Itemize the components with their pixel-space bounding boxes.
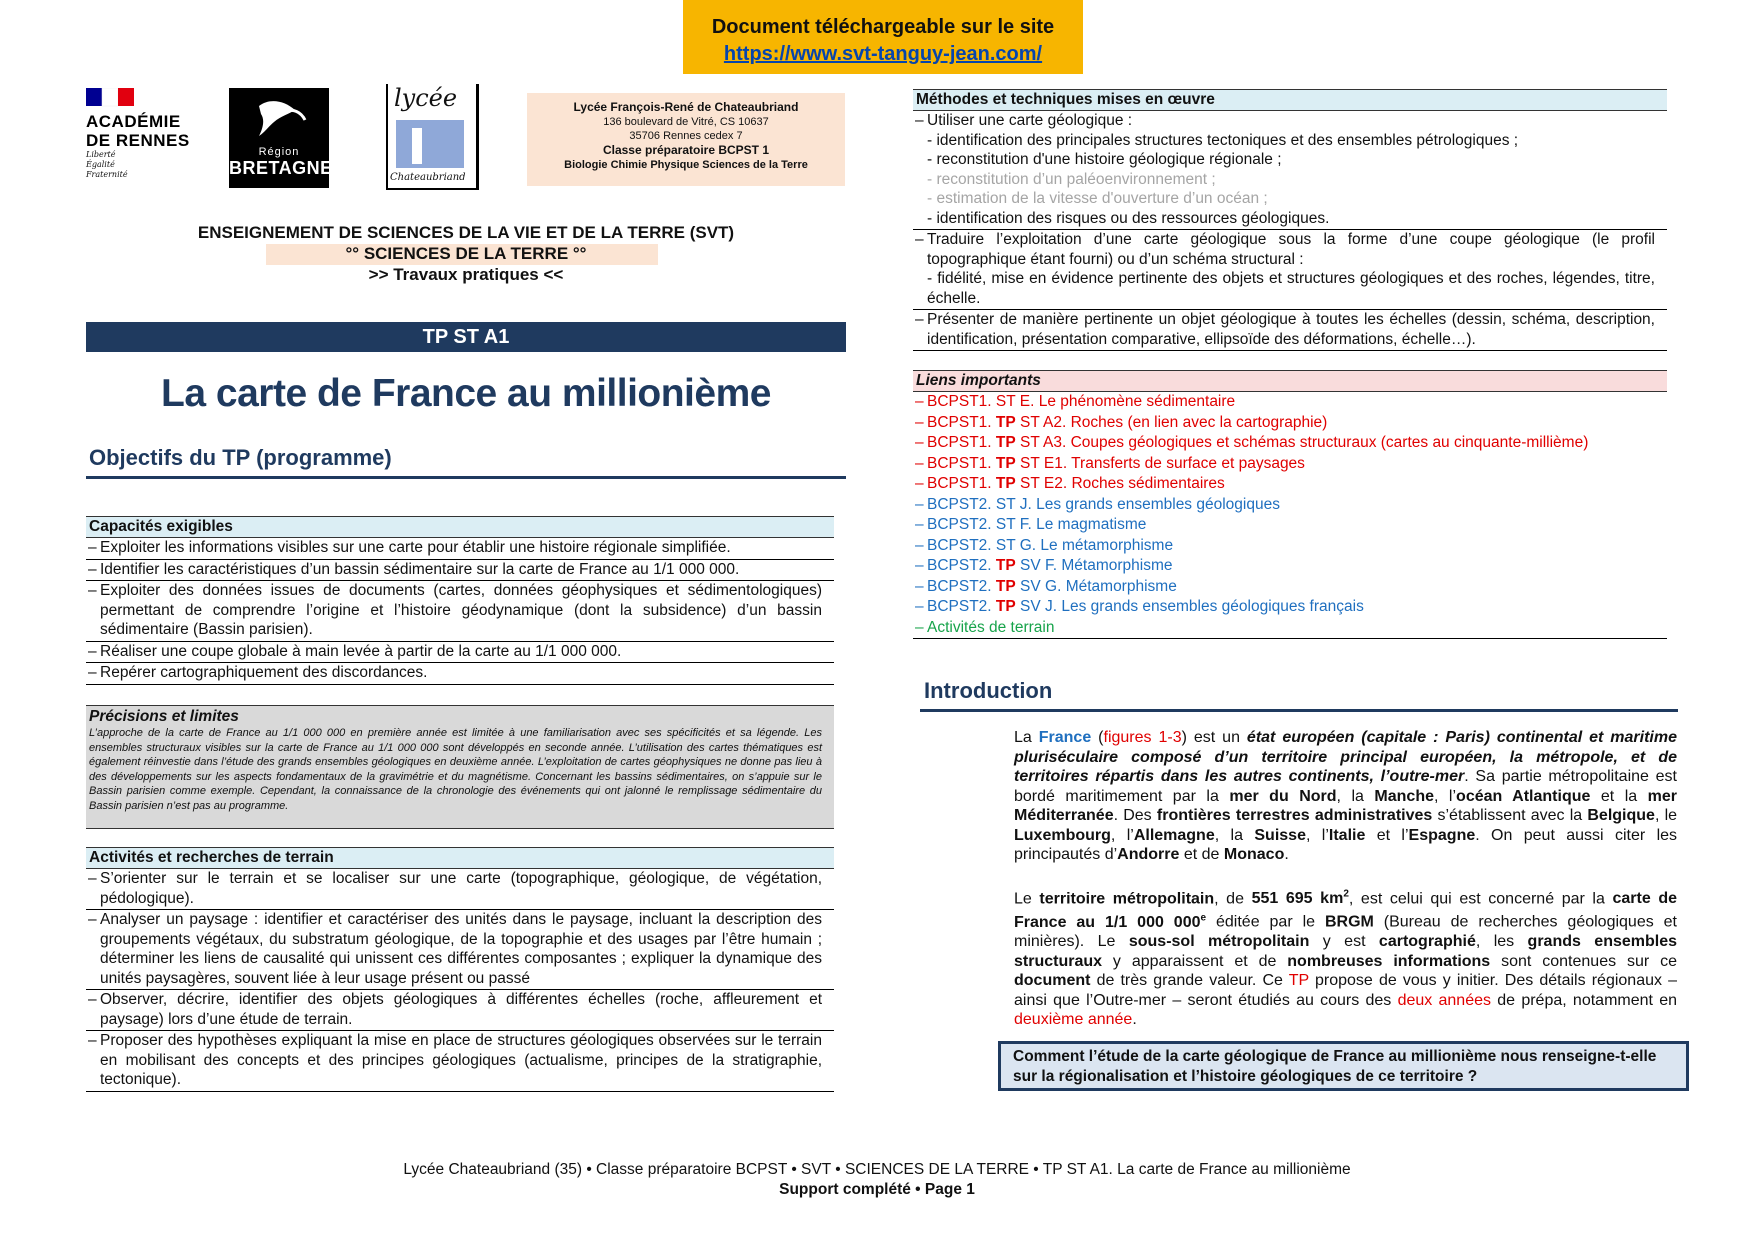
sciences-terre-line: °° SCIENCES DE LA TERRE °°: [345, 244, 587, 263]
methode-item: – Présenter de manière pertinente un objet géologique à toutes les échelles (dessin, schéma, description, identification, présentation comparative, ellipsoïde des déformations, échelle…).: [913, 310, 1667, 351]
capacite-item: – Exploiter les informations visibles sur une carte pour établir une histoire régionale simplifiée.: [86, 538, 834, 560]
classe-label: Classe préparatoire BCPST 1: [602, 143, 770, 157]
tp-code-bar: TP ST A1: [86, 322, 846, 352]
lycee-logo-block: [396, 120, 464, 168]
activites-title: Activités et recherches de terrain: [86, 847, 834, 869]
methode-sub: - identification des risques ou des ressources géologiques.: [927, 209, 1330, 227]
capacites-block: [86, 516, 834, 685]
enseignement-line: ENSEIGNEMENT DE SCIENCES DE LA VIE ET DE LA TERRE (SVT): [197, 223, 735, 242]
precisions-block: [86, 705, 834, 829]
download-banner: [683, 0, 1083, 74]
lien-item[interactable]: – BCPST2. TP SV F. Métamorphisme: [915, 557, 1173, 574]
capacite-item: – Repérer cartographiquement des discordances.: [86, 663, 834, 685]
introduction-text: [1014, 728, 1677, 1050]
footer-line1: Lycée Chateaubriand (35) • Classe préparatoire BCPST • SVT • SCIENCES DE LA TERRE • TP ST A1. La carte de France au millionième: [403, 1161, 1351, 1178]
liens-list: [913, 392, 1667, 639]
lycee-chateaubriand-logo: [386, 84, 476, 190]
intro-paragraph-1: La France (figures 1-3) est un état européen (capitale : Paris) continental et maritime pluriséculaire composé d’un territoire principal européen, la métropole, et de territoires répartis dans les autres continents, l’outre-mer. Sa partie métropolitaine est bordé maritimement par la mer du Nord, la Manche, l’océan Atlantique et la mer Méditerranée. Des frontières terrestres administratives s’établissent avec la Belgique, le Luxembourg, l’Allemagne, la Suisse, l’Italie et l’Espagne. On peut aussi citer les principautés d’Andorre et de Monaco.: [1014, 729, 1678, 863]
methode-sub: - fidélité, mise en évidence pertinente des objets et structures géologiques et des roches, légendes, titre, échelle.: [927, 270, 1655, 307]
page-title: La carte de France au millionième: [161, 372, 771, 415]
lien-item[interactable]: – BCPST2. ST F. Le magmatisme: [915, 516, 1147, 533]
activite-item: – S’orienter sur le terrain et se localiser sur une carte (topographique, géologique, de végétation, pédologique).: [86, 869, 834, 910]
lycee-address-1: 136 boulevard de Vitré, CS 10637: [603, 116, 769, 128]
lycee-name: Lycée François-René de Chateaubriand: [573, 100, 799, 114]
methode-sub-grey: - estimation de la vitesse d'ouverture d’un océan ;: [927, 190, 1268, 207]
methode-sub: - identification des principales structures tectoniques et des ensembles pétrologiques ;: [927, 131, 1519, 149]
capacite-item: – Réaliser une coupe globale à main levée à partir de la carte au 1/1 000 000.: [86, 642, 834, 664]
methode-sub-grey: - reconstitution d’un paléoenvironnement ;: [927, 170, 1216, 188]
lycee-logo-bar: [412, 128, 422, 164]
page-footer: [0, 1160, 1754, 1200]
ermine-icon: [229, 88, 329, 146]
objectifs-rule: [86, 476, 846, 479]
lien-item[interactable]: – BCPST1. ST E. Le phénomène sédimentaire: [915, 393, 1236, 410]
activites-block: [86, 847, 834, 1092]
lien-item[interactable]: – BCPST1. TP ST E1. Transferts de surface et paysages: [915, 454, 1305, 472]
lien-item[interactable]: – BCPST2. TP SV G. Métamorphisme: [915, 577, 1177, 595]
site-link[interactable]: https://www.svt-tanguy-jean.com/: [723, 43, 1043, 65]
liens-block: [913, 370, 1667, 639]
activite-item: – Analyser un paysage : identifier et caractériser des unités dans le paysage, incluant la description des groupements végétaux, du substratum géologique, de la topographie et des usages par l’être humain ; déterminer les liens de causalité qui unissent ces différentes composantes ; expliquer la dynamique des unités paysagères, souvent liée à leur usage présent ou passé: [86, 910, 834, 990]
lycee-script: lycée: [394, 84, 458, 112]
lien-item[interactable]: – BCPST1. TP ST A3. Coupes géologiques et schémas structuraux (cartes au cinquante-millième): [915, 434, 1589, 451]
capacites-title: Capacités exigibles: [86, 516, 834, 538]
discipline-label: Biologie Chimie Physique Sciences de la Terre: [564, 159, 808, 171]
banner-text: Document téléchargeable sur le site: [711, 16, 1055, 38]
footer-line2: Support complété • Page 1: [779, 1181, 975, 1198]
lien-item[interactable]: – BCPST1. TP ST E2. Roches sédimentaires: [915, 475, 1225, 492]
devise-3: Fraternité: [86, 170, 128, 179]
introduction-title: Introduction: [924, 678, 1053, 703]
lycee-logo-text: Chateaubriand: [390, 172, 466, 183]
marianne-icon: [86, 88, 138, 108]
capacite-item: – Exploiter des données issues de documents (cartes, données géophysiques et sédimentologiques) permettant de comprendre l’origine et l’histoire géodynamique (dont la subsidence) d’un bassin sédimentaire (Bassin parisien).: [86, 581, 834, 642]
lien-item[interactable]: – BCPST2. ST J. Les grands ensembles géologiques: [915, 495, 1280, 513]
academie-logo: [86, 88, 196, 188]
methode-sub: - reconstitution d'une histoire géologique régionale ;: [927, 151, 1282, 168]
methodes-block: [913, 89, 1667, 351]
bretagne-line2: BRETAGNE: [229, 158, 333, 178]
academie-name-line1: ACADÉMIE: [86, 112, 181, 131]
activite-item: – Observer, décrire, identifier des objets géologiques à différentes échelles (roche, affleurement et paysage) lors d’une étude de terrain.: [86, 990, 834, 1031]
methode-item: – Traduire l’exploitation d’une carte géologique sous la forme d’une coupe géologique (le profil topographique étant fourni) ou d’un schéma structural : - fidélité, mise en évidence pertinente des objets et structures géologiques et des roches, légendes, titre, échelle.: [913, 230, 1667, 310]
academie-name-line2: DE RENNES: [86, 131, 190, 150]
travaux-pratiques-line: >> Travaux pratiques <<: [368, 265, 564, 284]
devise-2: Égalité: [86, 160, 115, 169]
lien-item[interactable]: – BCPST2. ST G. Le métamorphisme: [915, 536, 1174, 554]
problematique-box: Comment l’étude de la carte géologique de France au millionième nous renseigne-t-elle sur la régionalisation et l’histoire géologiques de ce territoire ?: [998, 1041, 1689, 1091]
region-bretagne-logo: [229, 88, 333, 188]
bretagne-line1: Région: [258, 146, 300, 158]
liens-title: Liens importants: [913, 370, 1667, 392]
methode-item: – Utiliser une carte géologique : - identification des principales structures tectoniques et des ensembles pétrologiques ; - reconstitution d'une histoire géologique régionale ; - reconstitution d’un paléoenvironnement ; - estimation de la vitesse d'ouverture d’un océan ; - identification des risques ou des ressources géologiques.: [913, 111, 1667, 230]
precisions-text: L’approche de la carte de France au 1/1 000 000 en première année est limitée à une familiarisation avec ses spécificités et sa légende. Les ensembles structuraux visibles sur la carte de France au 1/1 000 000 sont développés en seconde année. L’utilisation des cartes thématiques est également réinvestie dans l’étude des grands ensembles géologiques en deuxième année. L’exploitation de cartes géophysiques ne donne pas lieu à des développements sur les aspects fondamentaux de la gravimétrie et du magnétisme. Concernant les bassins sédimentaires, on s’appuie sur le Bassin parisien comme exemple. Cependant, la connaissance de la chronologie des événements qui ont jalonné le remplissage sédimentaire du Bassin parisien n’est pas au programme.: [89, 727, 822, 812]
precisions-title: Précisions et limites: [89, 708, 239, 725]
intro-paragraph-2: Le territoire métropolitain, de 551 695 $km^2$, est celui qui est concerné par la carte de France au 1/1 000 000e éditée par le BRGM (Bureau de recherches géologiques et minières). Le sous-sol métropolitain y est cartographié, les grands ensembles structuraux y apparaissent et de nombreuses informations sont contenues sur ce document de très grande valeur. Ce TP propose de vous y initier. Des détails régionaux – ainsi que l’Outre-mer – seront étudiés au cours des deux années de prépa, notamment en deuxième année.: [1014, 888, 1678, 1029]
lien-item[interactable]: – BCPST1. TP ST A2. Roches (en lien avec la cartographie): [915, 413, 1328, 431]
methodes-title: Méthodes et techniques mises en œuvre: [913, 89, 1667, 111]
lien-item[interactable]: – BCPST2. TP SV J. Les grands ensembles géologiques français: [915, 598, 1364, 615]
lycee-address-2: 35706 Rennes cedex 7: [629, 130, 743, 142]
lycee-address-box: [527, 93, 845, 186]
objectifs-title: Objectifs du TP (programme): [89, 445, 392, 470]
capacite-item: – Identifier les caractéristiques d’un bassin sédimentaire sur la carte de France au 1/1 000 000.: [86, 560, 834, 582]
lien-item[interactable]: – Activités de terrain: [915, 618, 1055, 636]
introduction-rule: [920, 709, 1678, 712]
activite-item: – Proposer des hypothèses expliquant la mise en place de structures géologiques observées sur le terrain en mobilisant des concepts et des principes géologiques (actualisme, principes de la stratigraphie, tectonique).: [86, 1031, 834, 1092]
devise-1: Liberté: [86, 150, 116, 159]
